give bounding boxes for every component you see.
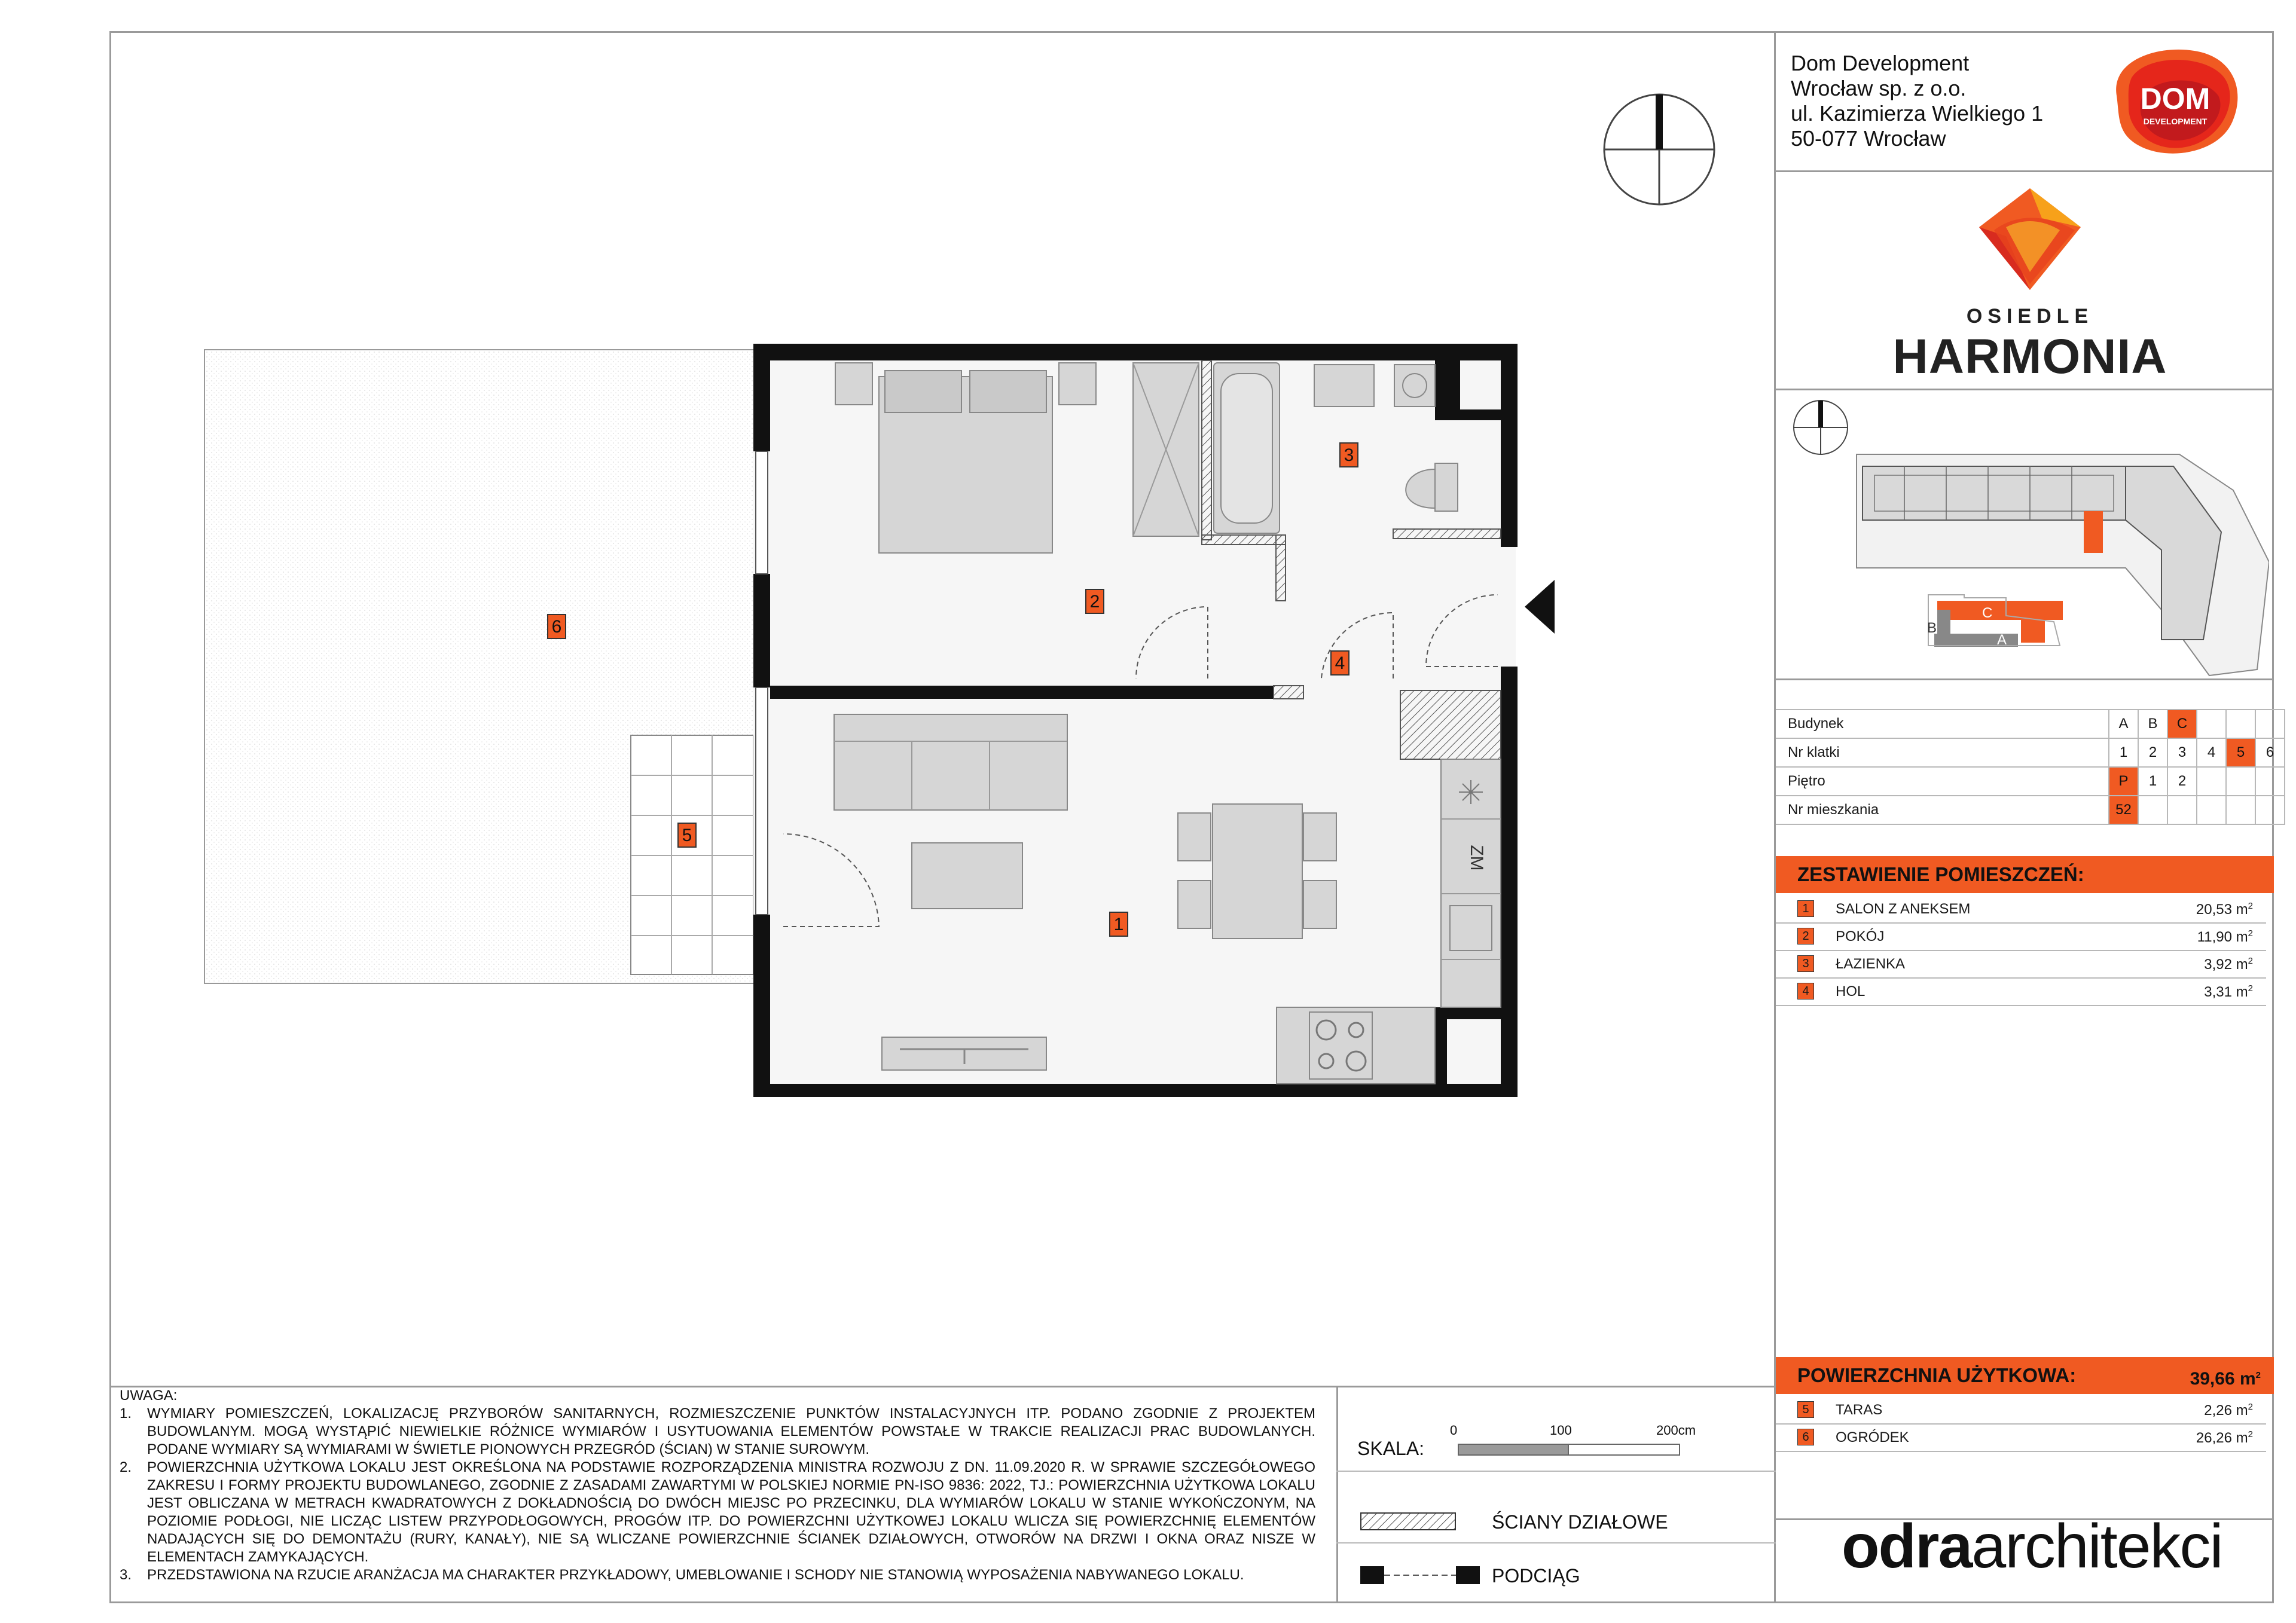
badge-subtext: DEVELOPMENT (2143, 117, 2208, 126)
cell-selected: C (2167, 710, 2197, 738)
room-row (1776, 922, 2266, 951)
address-line: Wrocław sp. z o.o. (1791, 76, 1967, 100)
sink (1314, 365, 1374, 406)
cell (2138, 796, 2167, 824)
scale-label: SKALA: (1357, 1438, 1425, 1459)
legend-walls: ŚCIANY DZIAŁOWE (1492, 1511, 1668, 1533)
extra-row (1776, 1423, 2266, 1452)
room-name: ŁAZIENKA (1836, 956, 1906, 972)
sofa (834, 714, 1067, 810)
room-tag-1: 1 (1109, 912, 1128, 937)
scale-bar-white (1568, 1444, 1680, 1456)
building-label: B (1927, 620, 1937, 636)
badge-text: DOM (2140, 82, 2210, 115)
legend-hline (1336, 1471, 1776, 1472)
bathroom-wall (1393, 529, 1501, 539)
room-number: 3 (1797, 955, 1814, 972)
table-row (1776, 710, 2285, 738)
bathroom-wall (1276, 535, 1286, 601)
cell (2255, 710, 2285, 738)
extra-row (1776, 1396, 2266, 1425)
room-row (1776, 950, 2266, 979)
cell-selected: 52 (2109, 796, 2138, 824)
architect-logo: odraarchitekci (1842, 1512, 2222, 1581)
terrace (631, 735, 753, 974)
cell-selected: 5 (2226, 738, 2255, 767)
row-label: Piętro (1776, 767, 2109, 796)
cell: A (2109, 710, 2138, 738)
table-row (1776, 767, 2285, 796)
room-name: OGRÓDEK (1836, 1429, 1909, 1445)
tv-cabinet (882, 1037, 1046, 1070)
cell: B (2138, 710, 2167, 738)
project-name: HARMONIA (1892, 329, 2167, 384)
address-line: ul. Kazimierza Wielkiego 1 (1791, 101, 2044, 126)
bathroom-wall (1202, 360, 1211, 540)
floor-plan (191, 332, 1602, 1109)
cell (2226, 796, 2255, 824)
room-area: 3,31 $m^2$ (2204, 983, 2253, 1000)
rooms-header: ZESTAWIENIE POMIESZCZEŃ: (1776, 856, 2274, 893)
project-prefix: OSIEDLE (1966, 305, 2094, 328)
dom-development-logo (2105, 42, 2245, 161)
developer-address (1791, 51, 2043, 151)
cell: 1 (2109, 738, 2138, 767)
coffee-table (912, 843, 1022, 909)
cell: 2 (2138, 738, 2167, 767)
harmonia-emblem (1970, 182, 2090, 296)
room-tag-6: 6 (547, 614, 566, 639)
room-name: SALON Z ANEKSEM (1836, 901, 1971, 917)
window (756, 687, 768, 915)
room-tag-3: 3 (1339, 442, 1358, 467)
room-number: 4 (1797, 983, 1814, 1000)
bathroom-wall (1202, 535, 1286, 545)
cell (2167, 796, 2197, 824)
room-name: POKÓJ (1836, 928, 1885, 945)
note-item: 3. PRZEDSTAWIONA NA RZUCIE ARANŻACJA MA CHARAKTER PRZYKŁADOWY, UMEBLOWANIE I SCHODY NIE STANOWIĄ WYPOSAŻENIA NABYWANEGO LOKALU. (120, 1567, 1244, 1583)
window (756, 451, 768, 574)
room-number: 2 (1797, 928, 1814, 945)
cell (2255, 796, 2285, 824)
location-table (1776, 709, 2285, 825)
room-tag-5: 5 (677, 823, 697, 848)
cell (2255, 767, 2285, 796)
panel-line (1776, 170, 2274, 172)
cell: 4 (2197, 738, 2226, 767)
beam-swatch (1360, 1566, 1480, 1584)
north-compass (1602, 93, 1716, 206)
washing-machine (1394, 365, 1435, 406)
scale-tick: 200cm (1656, 1423, 1696, 1438)
table-row (1776, 796, 2285, 824)
wardrobe (1133, 363, 1199, 536)
room-area: 3,92 $m^2$ (2204, 956, 2253, 973)
table-row (1776, 738, 2285, 767)
notes (120, 1387, 1315, 1584)
cell (2226, 767, 2255, 796)
scale-tick: 0 (1450, 1423, 1458, 1438)
legend-hline-2 (1336, 1542, 1776, 1543)
legend-divider (1336, 1386, 1338, 1603)
shaft (1400, 690, 1501, 759)
room-name: TARAS (1836, 1402, 1883, 1418)
partition-wall (1274, 686, 1303, 699)
room-area: 26,26 $m^2$ (2196, 1429, 2253, 1446)
note-item: 1. WYMIARY POMIESZCZEŃ, LOKALIZACJĘ PRZYBORÓW SANITARNYCH, ROZMIESZCZENIE PUNKTÓW INSTALACYJNYCH ITP. PODANO ZGODNIE Z PROJEKTEM BUDOWLANYM. MOGĄ WYSTĄPIĆ NIEWIELKIE RÓŻNICE WYMIARÓW I USYTUOWANIA ELEMENTÓW POWSTAŁE W TRAKCIE REALIZACJI PRAC BUDOWLANYCH. PODANE WYMIARY SĄ WYMIARAMI W ŚWIETLE PIONOWYCH PRZEGRÓD (ŚCIAN) W STANIE SUROWYM. (120, 1405, 1315, 1457)
fridge-label: ZM (1467, 845, 1486, 871)
room-area: 2,26 $m^2$ (2204, 1402, 2253, 1419)
room-tag-2: 2 (1085, 589, 1104, 614)
usable-area-bar (1776, 1357, 2274, 1394)
room-number: 5 (1797, 1401, 1814, 1418)
cell (2197, 767, 2226, 796)
building-label: C (1982, 605, 1993, 621)
cell: 3 (2167, 738, 2197, 767)
scale-bar (1458, 1444, 1570, 1456)
cell (2197, 710, 2226, 738)
row-label: Nr klatki (1776, 738, 2109, 767)
partition-wall (770, 686, 1274, 699)
address-line: Dom Development (1791, 51, 1970, 75)
room-row (1776, 895, 2266, 924)
room-name: HOL (1836, 983, 1866, 1000)
address-line: 50-077 Wrocław (1791, 126, 1946, 151)
note-item: 2. POWIERZCHNIA UŻYTKOWA LOKALU JEST OKREŚLONA NA PODSTAWIE ROZPORZĄDZENIA MINISTRA ROZWOJU Z DN. 11.09.2020 R. W SPRAWIE SZCZEGÓŁOWEGO ZAKRESU I FORMY PROJEKTU BUDOWLANEGO, ZGODNIE Z ZASADAMI ZAWARTYMI W POLSKIEJ NORMIE PN-ISO 9836: 2022, TJ.: POWIERZCHNIA UŻYTKOWA LOKALU JEST OBLICZANA W METRACH KWADRATOWYCH Z DOKŁADNOŚCIĄ DO DWÓCH MIEJSC PO PRZECINKU, DLA WYMIARÓW LOKALU W STANIE WYKOŃCZONYM, NA POZIOMIE PODŁOGI, NIE LICZĄC LISTEW PRZYPODŁOGOWYCH, PROGÓW ITP. DO POWIERZCHNI UŻYTKOWEJ LOKALU WLICZA SIĘ POWIERZCHNIĘ ELEMENTÓW NADAJĄCYCH SIĘ DO DEMONTAŻU (RURY, KANAŁY), NIE SĄ WLICZANE POWIERZCHNIE ŚCIANEK DZIAŁOWYCH, OTWORÓW NA DRZWI I OKNA ORAZ NISZE W ELEMENTACH ZAMYKAJĄCYCH. (120, 1459, 1315, 1565)
row-label: Budynek (1776, 710, 2109, 738)
room-area: 20,53 $m^2$ (2196, 901, 2253, 918)
cell: 6 (2255, 738, 2285, 767)
cell-selected: P (2109, 767, 2138, 796)
room-row (1776, 977, 2266, 1006)
cell (2226, 710, 2255, 738)
cell: 2 (2167, 767, 2197, 796)
panel-line (1776, 389, 2274, 390)
usable-area-value: 39,66 $m^2$ (2190, 1369, 2261, 1389)
row-label: Nr mieszkania (1776, 796, 2109, 824)
entrance-arrow-icon (1525, 580, 1555, 634)
site-plan (1791, 442, 2269, 681)
legend-beam: PODCIĄG (1492, 1565, 1580, 1587)
room-area: 11,90 $m^2$ (2197, 928, 2253, 945)
scale-tick: 100 (1550, 1423, 1572, 1438)
cell (2197, 796, 2226, 824)
building-label: A (1997, 632, 2007, 648)
room-tag-4: 4 (1330, 650, 1349, 676)
notes-title: UWAGA: (120, 1387, 178, 1404)
bathtub (1214, 363, 1280, 533)
cooktop (1309, 1012, 1372, 1079)
room-number: 1 (1797, 900, 1814, 917)
room-number: 6 (1797, 1429, 1814, 1445)
usable-area-label: POWIERZCHNIA UŻYTKOWA: (1797, 1364, 2077, 1386)
cell: 1 (2138, 767, 2167, 796)
partition-wall-swatch (1360, 1512, 1456, 1530)
